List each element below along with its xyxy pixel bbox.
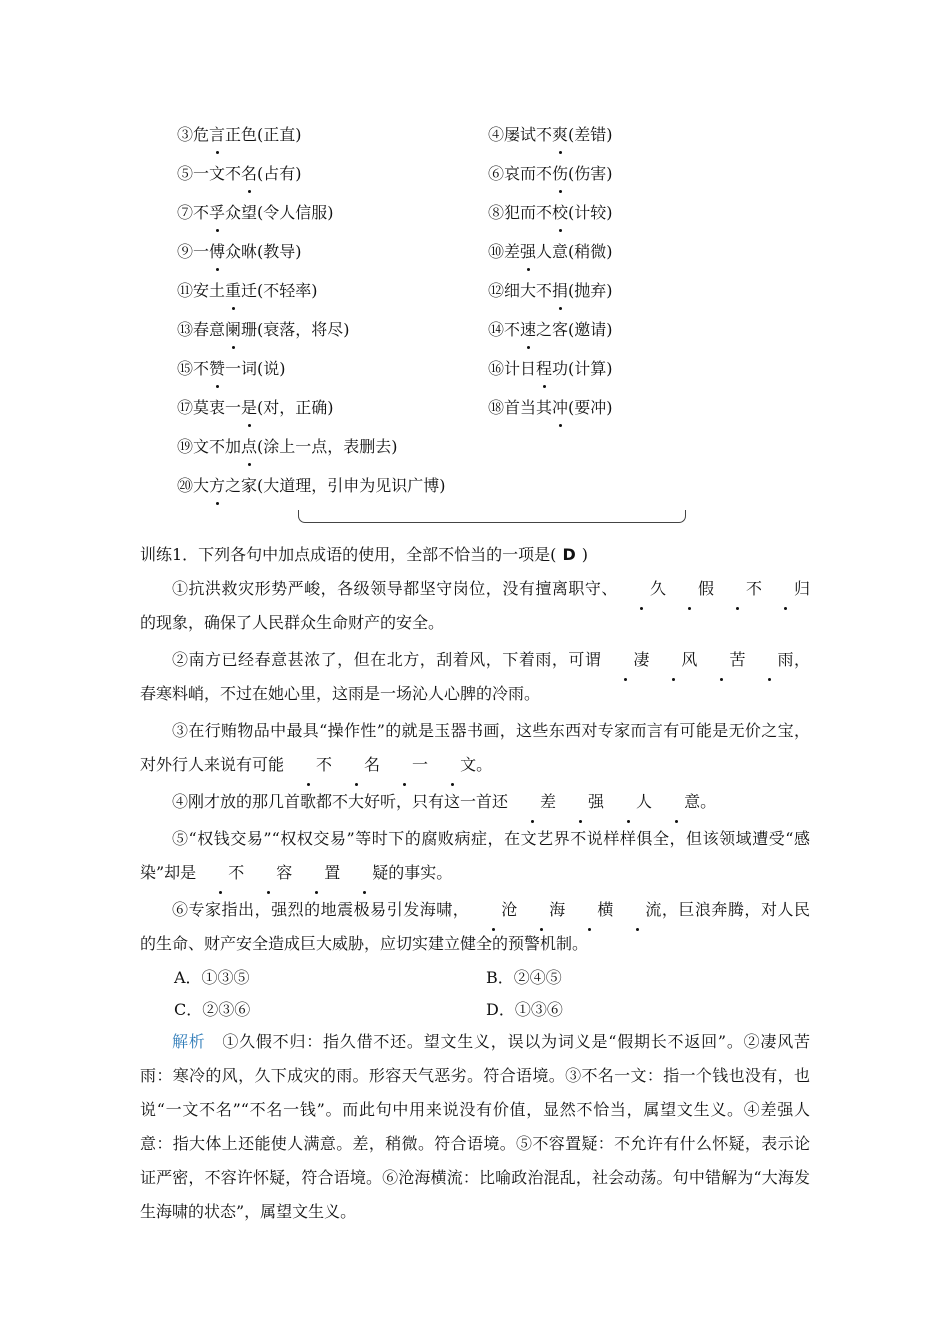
- dotted-char: 归: [762, 572, 810, 606]
- dotted-char: 赞: [209, 354, 225, 384]
- dotted-char: 假: [666, 572, 714, 606]
- item-text: 人意(稍微): [536, 242, 613, 261]
- vocab-row: [177, 432, 697, 471]
- dotted-char: 是: [241, 393, 257, 423]
- vocab-item: [488, 237, 613, 267]
- item-text: 不: [193, 359, 210, 378]
- item-text: 不: [193, 203, 210, 222]
- dotted-char: 阑: [225, 315, 241, 345]
- stem-text: 训练1．下列各句中加点成语的使用，全部不恰当的一项是(: [140, 545, 557, 564]
- item-number: ④: [488, 125, 505, 144]
- dotted-char: 伤: [552, 159, 568, 189]
- dotted-char: 苦: [697, 643, 745, 677]
- item-text: 珊(衰落，将尽): [241, 320, 350, 339]
- dotted-char: 强: [520, 237, 536, 267]
- vocab-item: [488, 354, 613, 384]
- item-text: 危: [193, 125, 210, 144]
- item-text: 一文不: [193, 164, 242, 183]
- sentence-1: [140, 572, 810, 640]
- item-text: 差: [504, 242, 521, 261]
- dotted-char: 雨: [745, 643, 793, 677]
- sentence-text: ①抗洪救灾形势严峻，各级领导都坚守岗位，没有擅离职守、: [172, 579, 618, 598]
- item-text: 计日: [504, 359, 537, 378]
- option-b: B．②④⑤: [486, 968, 562, 987]
- options-row: [140, 961, 810, 993]
- dotted-char: 容: [244, 856, 292, 890]
- dotted-char: 不: [196, 856, 244, 890]
- item-text: 哀而不: [504, 164, 553, 183]
- dotted-char: 傅: [209, 237, 225, 267]
- dotted-char: 名: [332, 748, 380, 782]
- analysis-text: ①久假不归：指久借不还。望文生义，误以为词义是“假期长不返回”。②凄风苦雨：寒冷的风，久下成灾的雨。形容天气恶劣。符合语境。③不名一文：指一个钱也没有，也说“一文不名”“不名一钱”。而此句中用来说没有价值，显然不恰当，属望文生义。④差强人意：指大体上还能使人满意。差，稍微。符合语境。⑤不容置疑：不允许有什么怀疑，表示论证严密，不容许怀疑，符合语境。⑥沧海横流：比喻政治混乱，社会动荡。句中错解为“大海发生海啸的状态”，属望文生义。: [140, 1032, 810, 1221]
- item-text: 屡试不: [504, 125, 553, 144]
- dotted-char: 捐: [552, 276, 568, 306]
- dotted-char: 一: [380, 748, 428, 782]
- vocab-row: [177, 393, 697, 432]
- vocab-row: [177, 276, 697, 315]
- sentence-text: ③在行贿物品中最具“操作性”的就是玉器书画，这些东西对专家而言有可能是无价之宝，对外行人来说有可能: [140, 721, 810, 774]
- item-text: (占有): [257, 164, 302, 183]
- item-text: 功(计算): [552, 359, 613, 378]
- exercise-question: [140, 538, 810, 1229]
- answer-letter: D: [562, 545, 576, 564]
- item-text: 细大不: [504, 281, 553, 300]
- dotted-char: 冲: [552, 393, 568, 423]
- sentence-text: ②南方已经春意甚浓了，但在北方，刮着风，下着雨，可谓: [172, 650, 602, 669]
- dotted-char: 速: [520, 315, 536, 345]
- question-stem: [140, 538, 810, 572]
- item-text: 正色(正直): [225, 125, 302, 144]
- sentence-2: [140, 643, 810, 711]
- item-text: 众咻(教导): [225, 242, 302, 261]
- vocab-item: [177, 432, 398, 462]
- analysis-label: 解析: [172, 1032, 206, 1051]
- dotted-char: 海: [517, 893, 565, 927]
- dotted-char: 不: [284, 748, 332, 782]
- item-text: (要冲): [568, 398, 613, 417]
- sentence-text: 。: [476, 755, 493, 774]
- item-number: ⑪: [177, 281, 194, 300]
- dotted-char: 爽: [552, 120, 568, 150]
- sentence-text: 。: [700, 792, 717, 811]
- dotted-char: 久: [618, 572, 666, 606]
- item-text: 安土: [193, 281, 226, 300]
- vocab-row: [177, 237, 697, 276]
- vocab-item: [177, 315, 350, 345]
- vocab-item: [488, 159, 613, 189]
- item-number: ⑭: [488, 320, 505, 339]
- vocab-item: [177, 198, 334, 228]
- item-text: (差错): [568, 125, 613, 144]
- dotted-char: 言: [209, 120, 225, 150]
- item-number: ⑬: [177, 320, 194, 339]
- item-text: 众望(令人信服): [225, 203, 334, 222]
- vocab-row: [177, 471, 697, 510]
- item-text: 大: [193, 476, 210, 495]
- item-text: 春意: [193, 320, 226, 339]
- dotted-char: 方: [209, 471, 225, 501]
- options-row: [140, 993, 810, 1025]
- item-number: ⑤: [177, 164, 194, 183]
- dotted-char: 沧: [469, 893, 517, 927]
- item-text: 文不加: [193, 437, 242, 456]
- sentence-text: ⑥专家指出，强烈的地震极易引发海啸，: [172, 900, 470, 919]
- vocab-item: [488, 276, 613, 306]
- dotted-char: 横: [565, 893, 613, 927]
- vocab-item: [177, 354, 286, 384]
- section-bracket: [298, 510, 686, 523]
- dotted-char: 差: [508, 785, 556, 819]
- dotted-char: 重: [225, 276, 241, 306]
- item-number: ⑯: [488, 359, 505, 378]
- item-number: ③: [177, 125, 194, 144]
- vocab-row: [177, 354, 697, 393]
- item-number: ⑫: [488, 281, 505, 300]
- vocab-row: [177, 315, 697, 354]
- vocab-item: [488, 393, 613, 423]
- item-text: 之客(邀请): [536, 320, 613, 339]
- item-number: ⑩: [488, 242, 505, 261]
- sentence-6: [140, 893, 810, 961]
- item-number: ⑮: [177, 359, 194, 378]
- item-text: 之家(大道理，引申为见识广博): [225, 476, 446, 495]
- vocab-row: [177, 159, 697, 198]
- item-number: ⑱: [488, 398, 505, 417]
- dotted-char: 不: [714, 572, 762, 606]
- dotted-char: 校: [552, 198, 568, 228]
- dotted-char: 程: [536, 354, 552, 384]
- vocab-item: [177, 120, 302, 150]
- idiom-vocabulary-list: [177, 120, 697, 510]
- dotted-char: 名: [241, 159, 257, 189]
- dotted-char: 文: [428, 748, 476, 782]
- sentence-text: ⑤“权钱交易”“权权交易”等时下的腐败病症，在文艺界不说样样俱全，但该领域遭受“感染”却是: [140, 829, 810, 882]
- option-c: C．②③⑥: [174, 1000, 251, 1019]
- item-text: (对，正确): [257, 398, 334, 417]
- item-text: (抛弃): [568, 281, 613, 300]
- vocab-item: [488, 198, 613, 228]
- vocab-item: [177, 237, 302, 267]
- vocab-item: [488, 315, 613, 345]
- sentence-text: ④刚才放的那几首歌都不大好听，只有这一首还: [172, 792, 509, 811]
- dotted-char: 意: [652, 785, 700, 819]
- sentence-text: 的现象，确保了人民群众生命财产的安全。: [140, 613, 445, 632]
- sentence-4: [140, 785, 810, 819]
- item-text: 一: [193, 242, 210, 261]
- item-number: ⑳: [177, 476, 194, 495]
- item-text: (涂上一点，表删去): [257, 437, 398, 456]
- item-text: 一词(说): [225, 359, 286, 378]
- analysis: [140, 1025, 810, 1229]
- item-text: 不: [504, 320, 521, 339]
- dotted-char: 人: [604, 785, 652, 819]
- option-a: A．①③⑤: [174, 968, 250, 987]
- item-number: ⑨: [177, 242, 194, 261]
- sentence-3: [140, 714, 810, 782]
- dotted-char: 疑: [340, 856, 388, 890]
- item-number: ⑦: [177, 203, 194, 222]
- vocab-item: [488, 120, 613, 150]
- vocab-item: [177, 471, 446, 501]
- sentence-text: ，春寒料峭，不过在她心里，这雨是一场沁人心脾的冷雨。: [140, 650, 810, 703]
- item-number: ⑲: [177, 437, 194, 456]
- item-number: ⑥: [488, 164, 505, 183]
- item-text: 莫衷一: [193, 398, 242, 417]
- item-text: 犯而不: [504, 203, 553, 222]
- dotted-char: 强: [556, 785, 604, 819]
- dotted-char: 流: [613, 893, 661, 927]
- option-d: D．①③⑥: [486, 1000, 563, 1019]
- sentence-5: [140, 822, 810, 890]
- item-text: 迁(不轻率): [241, 281, 318, 300]
- sentence-text: ，巨浪奔腾，对人民的生命、财产安全造成巨大威胁，应切实建立健全的预警机制。: [140, 900, 810, 953]
- vocab-item: [177, 276, 318, 306]
- item-number: ⑧: [488, 203, 505, 222]
- dotted-char: 点: [241, 432, 257, 462]
- vocab-item: [177, 159, 302, 189]
- sentence-text: 的事实。: [388, 863, 453, 882]
- stem-text: ): [581, 545, 588, 564]
- dotted-char: 置: [292, 856, 340, 890]
- dotted-char: 风: [649, 643, 697, 677]
- vocab-row: [177, 120, 697, 159]
- item-text: (伤害): [568, 164, 613, 183]
- vocab-row: [177, 198, 697, 237]
- vocab-item: [177, 393, 334, 423]
- item-text: (计较): [568, 203, 613, 222]
- item-text: 首当其: [504, 398, 553, 417]
- item-number: ⑰: [177, 398, 194, 417]
- dotted-char: 孚: [209, 198, 225, 228]
- dotted-char: 凄: [601, 643, 649, 677]
